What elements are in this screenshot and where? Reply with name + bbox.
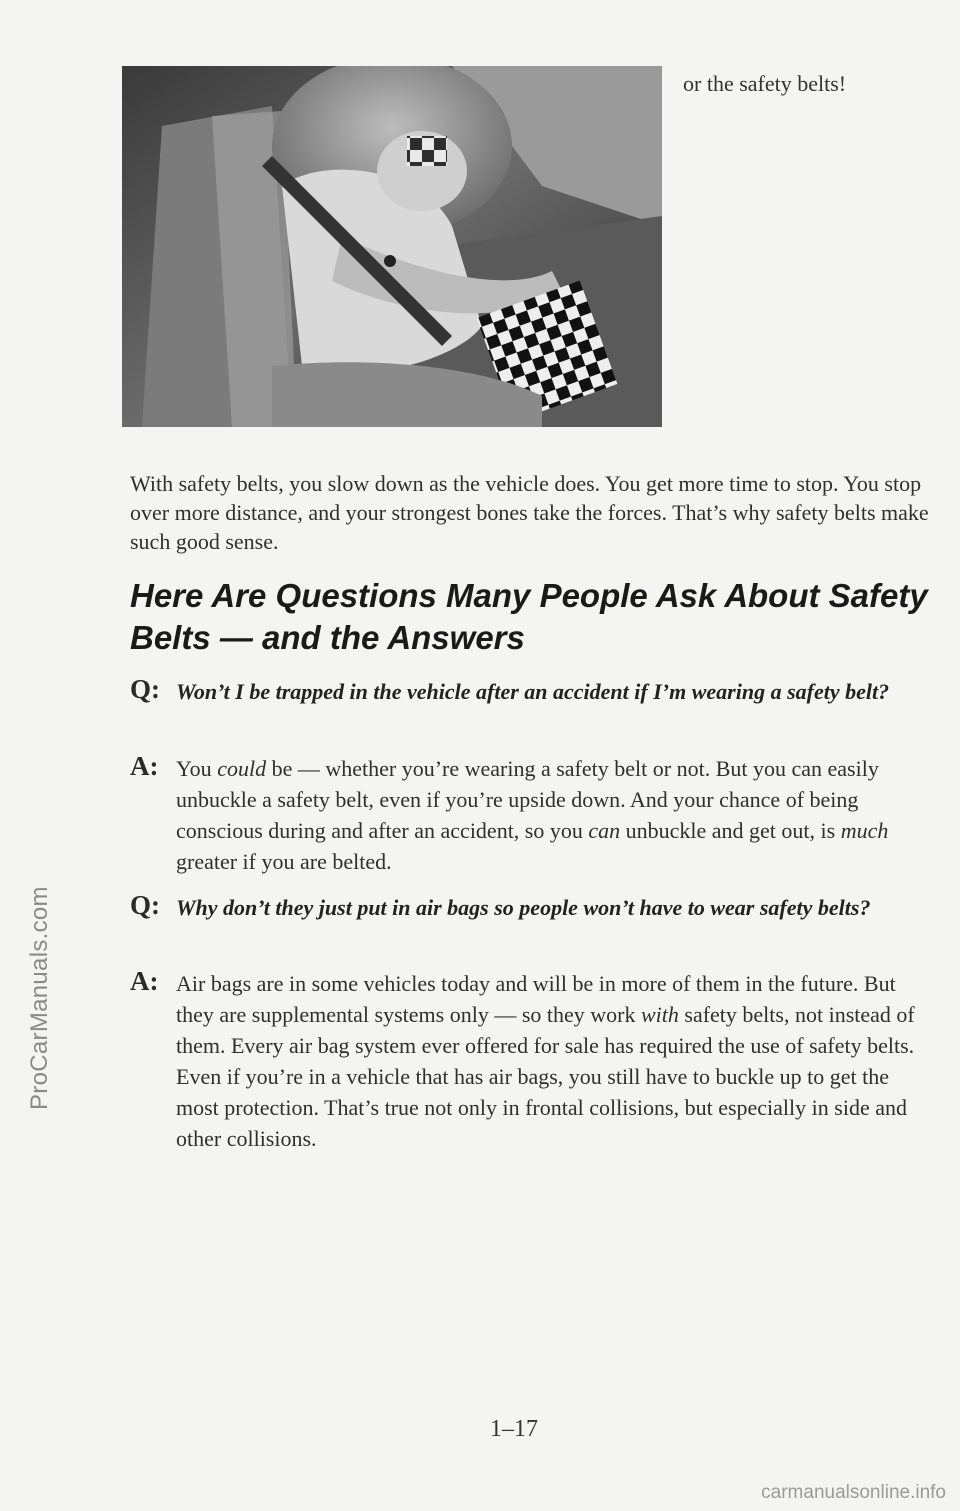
answer-text: Air bags are in some vehicles today and will be in more of them in the future. But they are supplemental systems only — so they work with safety belts, not instead of them. Every air bag system ever offered for sale has required the use of safety belts. Even if you’re in a vehicle that has air bags, you still have to buckle up to get the most protection. That’s true not only in frontal collisions, but especially in side and other collisions. [176,971,915,1151]
crash-test-photo [122,66,662,427]
question-text: Won’t I be trapped in the vehicle after an accident if I’m wearing a safety belt? [176,679,890,704]
crash-dummy-illustration [122,66,662,427]
section-heading: Here Are Questions Many People Ask About Safety Belts — and the Answers [130,577,928,656]
photo-caption-fragment: or the safety belts! [683,71,847,96]
body-paragraph: With safety belts, you slow down as the vehicle does. You get more time to stop. You stop over more distance, and your strongest bones take the forces. That’s why safety belts make such good sense. [130,471,929,554]
question-2 [130,892,930,923]
question-text: Why don’t they just put in air bags so people won’t have to wear safety belts? [176,895,871,920]
page-number: 1–17 [490,1416,538,1442]
question-1 [130,676,930,707]
answer-2 [130,968,930,1154]
answer-1 [130,753,930,877]
question-marker: Q: [130,890,160,920]
question-marker: Q: [130,674,160,704]
side-watermark: ProCarManuals.com [26,886,53,1110]
answer-marker: A: [130,966,159,996]
footer-watermark: carmanualsonline.info [761,1482,946,1503]
answer-marker: A: [130,751,159,781]
answer-text: You could be — whether you’re wearing a safety belt or not. But you can easily unbuckle a safety belt, even if you’re upside down. And your chance of being conscious during and after an accident, so you can unbuckle and get out, is much greater if you are belted. [176,756,889,874]
